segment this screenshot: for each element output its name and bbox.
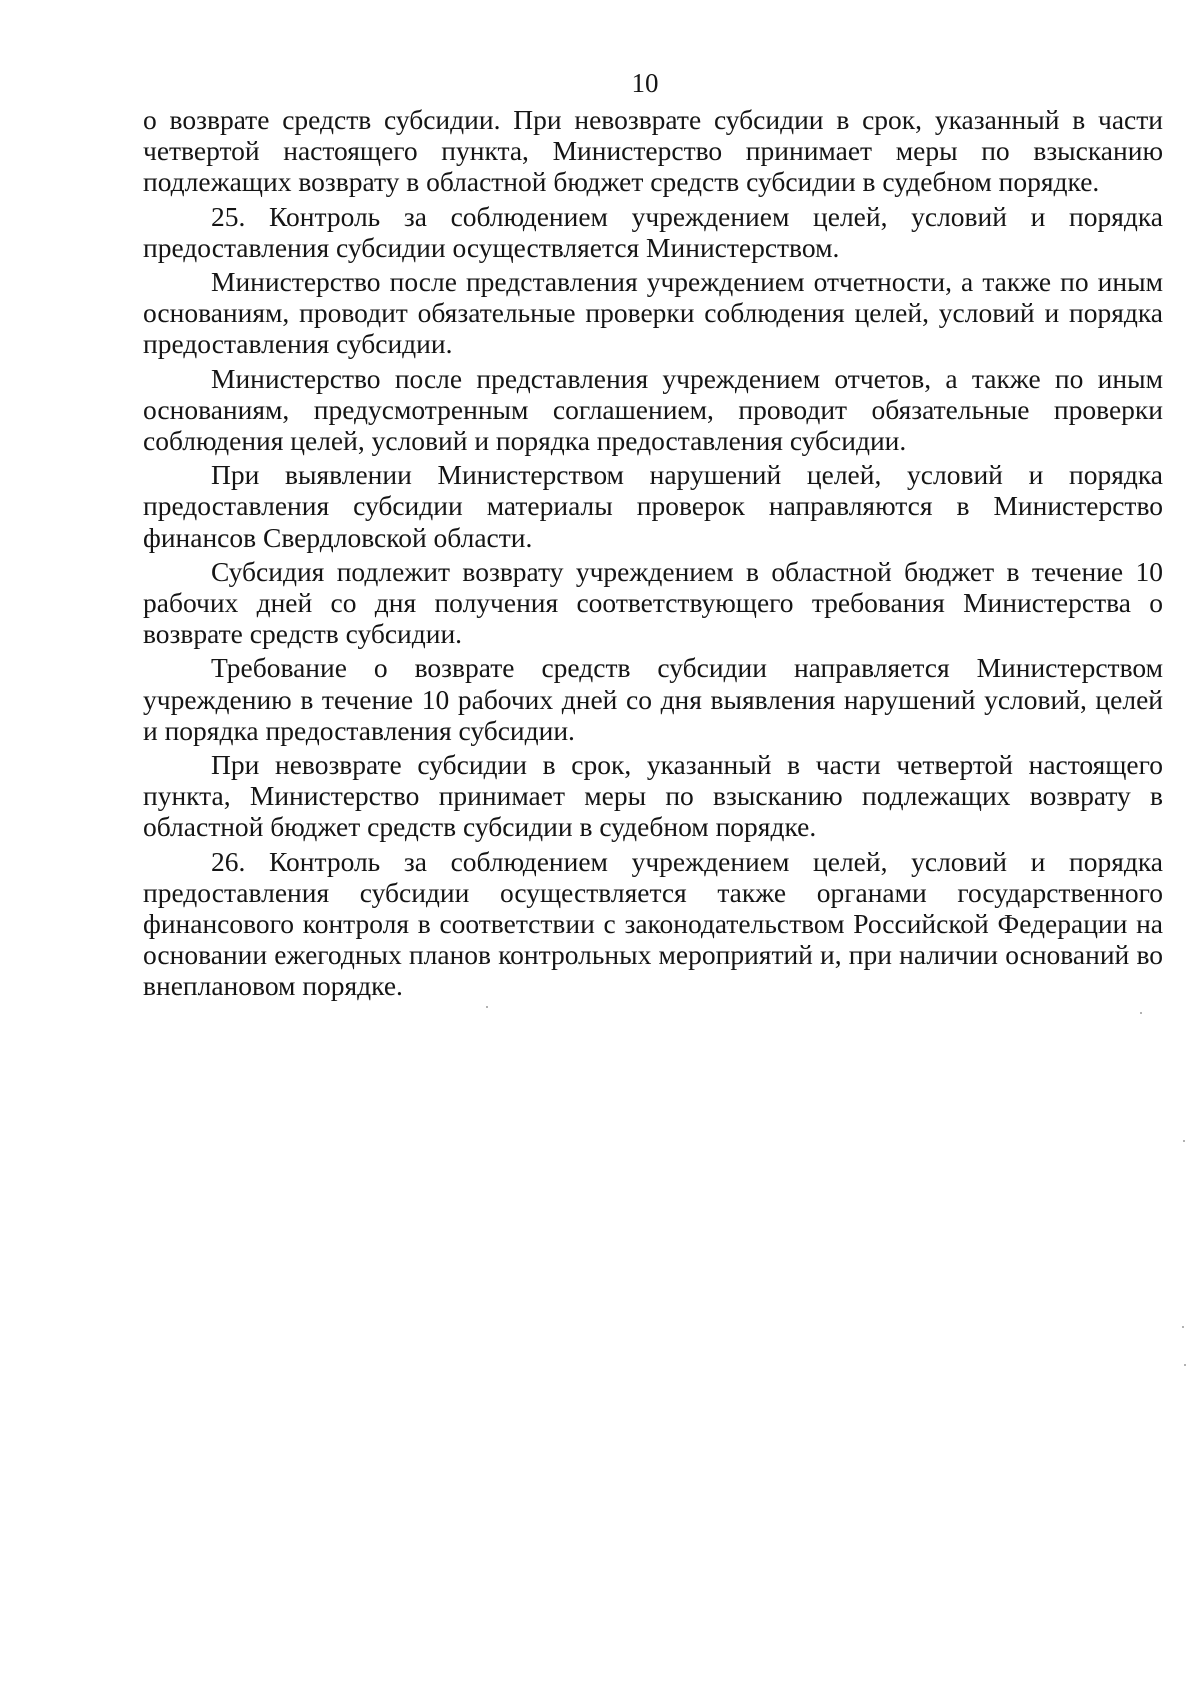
- paragraph-ministry-reporting-checks: Министерство после представления учреждением отчетности, а также по иным основаниям, проводит обязательные проверки соблюдения целей, условий и порядка предоставления субсидии.: [143, 266, 1163, 360]
- scan-speck: [1184, 1364, 1186, 1366]
- page-number: 10: [631, 68, 659, 98]
- scan-speck: [1140, 1012, 1142, 1014]
- paragraph-item-26: 26. Контроль за соблюдением учреждением целей, условий и порядка предоставления субсидии осуществляется также органами государственного финансового контроля в соответствии с законодательством Российской Федерации на основании ежегодных планов контрольных мероприятий и, при наличии оснований во внеплановом порядке.: [143, 845, 1163, 1002]
- paragraph-subsidy-return: Субсидия подлежит возврату учреждением в областной бюджет в течение 10 рабочих дней со дня получения соответствующего требования Министерства о возврате средств субсидии.: [143, 555, 1163, 650]
- paragraph-return-demand: Требование о возврате средств субсидии направляется Министерством учреждению в течение 10 рабочих дней со дня выявления нарушений условий, целей и порядка предоставления субсидии.: [143, 652, 1163, 746]
- paragraph-violations-detected: При выявлении Министерством нарушений целей, условий и порядка предоставления субсидии материалы проверок направляются в Министерство финансов Свердловской области.: [143, 459, 1163, 553]
- document-body: [143, 104, 1163, 1005]
- paragraph-continuation: о возврате средств субсидии. При невозврате субсидии в срок, указанный в части четвертой настоящего пункта, Министерство принимает меры по взысканию подлежащих возврату в областной бюджет средств субсидии в судебном порядке.: [143, 104, 1163, 198]
- paragraph-item-25: 25. Контроль за соблюдением учреждением целей, условий и порядка предоставления субсидии осуществляется Министерством.: [143, 200, 1163, 263]
- scan-speck: [1183, 1140, 1185, 1142]
- scan-speck: [1182, 1326, 1184, 1328]
- paragraph-ministry-reports-checks: Министерство после представления учреждением отчетов, а также по иным основаниям, предусмотренным соглашением, проводит обязательные проверки соблюдения целей, условий и порядка предоставления субсидии.: [143, 362, 1163, 457]
- paragraph-non-return-measures: При невозврате субсидии в срок, указанный в части четвертой настоящего пункта, Министерство принимает меры по взысканию подлежащих возврату в областной бюджет средств субсидии в судебном порядке.: [143, 749, 1163, 843]
- scan-speck: [486, 1006, 488, 1008]
